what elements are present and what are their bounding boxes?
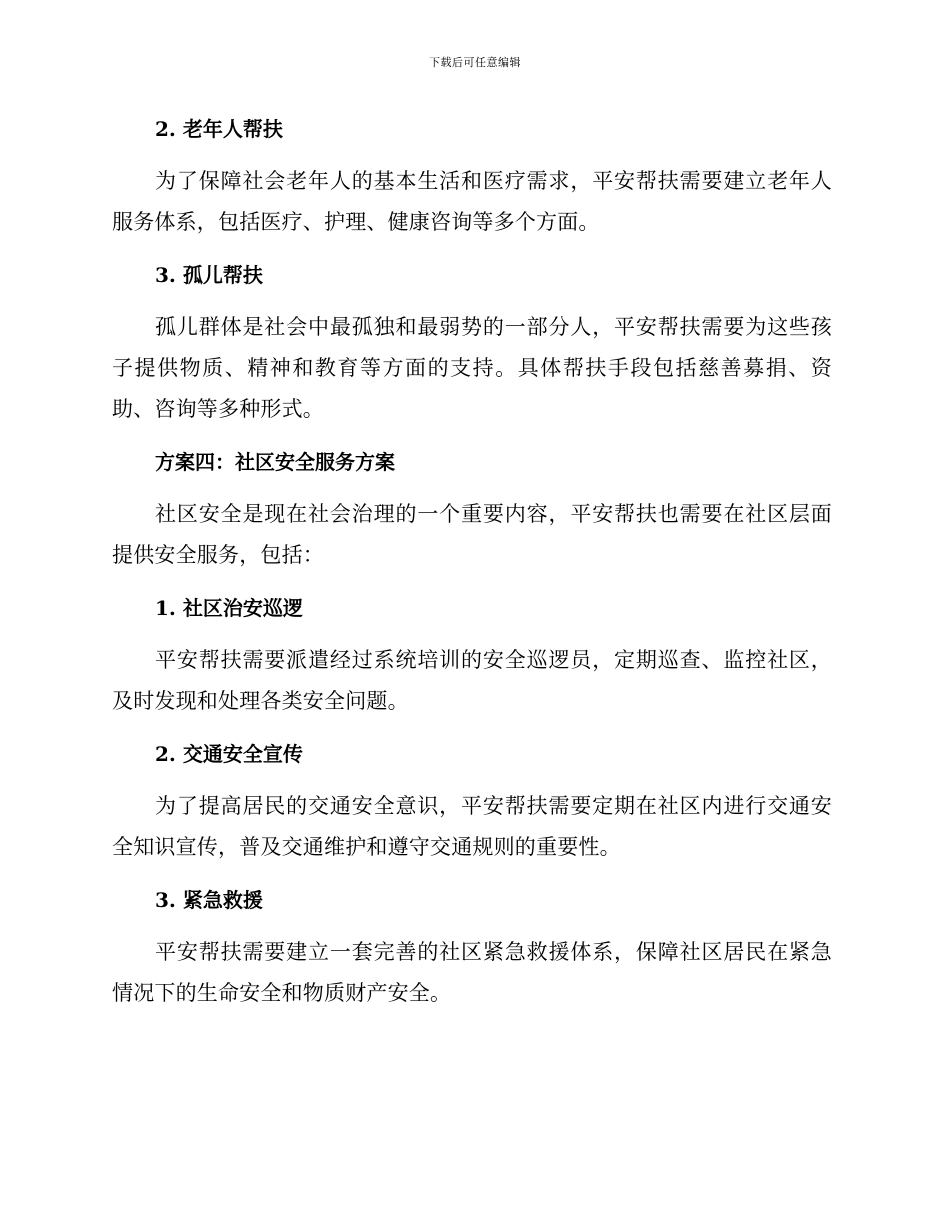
document-body — [112, 109, 832, 1014]
section-paragraph-orphan-assistance: 孤儿群体是社会中最孤独和最弱势的一部分人，平安帮扶需要为这些孩子提供物质、精神和教育等方面的支持。具体帮扶手段包括慈善募捐、资助、咨询等多种形式。 — [112, 315, 832, 421]
section-paragraph-plan-four: 社区安全是现在社会治理的一个重要内容，平安帮扶也需要在社区层面提供安全服务，包括： — [112, 502, 832, 567]
section-heading-orphan-assistance: 3. 孤儿帮扶 — [155, 263, 263, 287]
section-heading-plan-four: 方案四：社区安全服务方案 — [155, 450, 395, 474]
section-heading-traffic-safety: 2. 交通安全宣传 — [155, 742, 303, 766]
section-heading-emergency-rescue: 3. 紧急救援 — [155, 888, 263, 912]
page-header: 下载后可任意编辑 — [429, 56, 521, 69]
section-paragraph-emergency-rescue: 平安帮扶需要建立一套完善的社区紧急救援体系，保障社区居民在紧急情况下的生命安全和物质财产安全。 — [112, 940, 832, 1005]
section-heading-community-patrol: 1. 社区治安巡逻 — [155, 596, 303, 620]
section-paragraph-elderly-assistance: 为了保障社会老年人的基本生活和医疗需求，平安帮扶需要建立老年人服务体系，包括医疗、护理、健康咨询等多个方面。 — [112, 169, 832, 234]
section-paragraph-community-patrol: 平安帮扶需要派遣经过系统培训的安全巡逻员，定期巡查、监控社区，及时发现和处理各类安全问题。 — [112, 648, 832, 713]
section-heading-elderly-assistance: 2. 老年人帮扶 — [155, 117, 283, 141]
section-paragraph-traffic-safety: 为了提高居民的交通安全意识，平安帮扶需要定期在社区内进行交通安全知识宣传，普及交通维护和遵守交通规则的重要性。 — [112, 794, 832, 859]
